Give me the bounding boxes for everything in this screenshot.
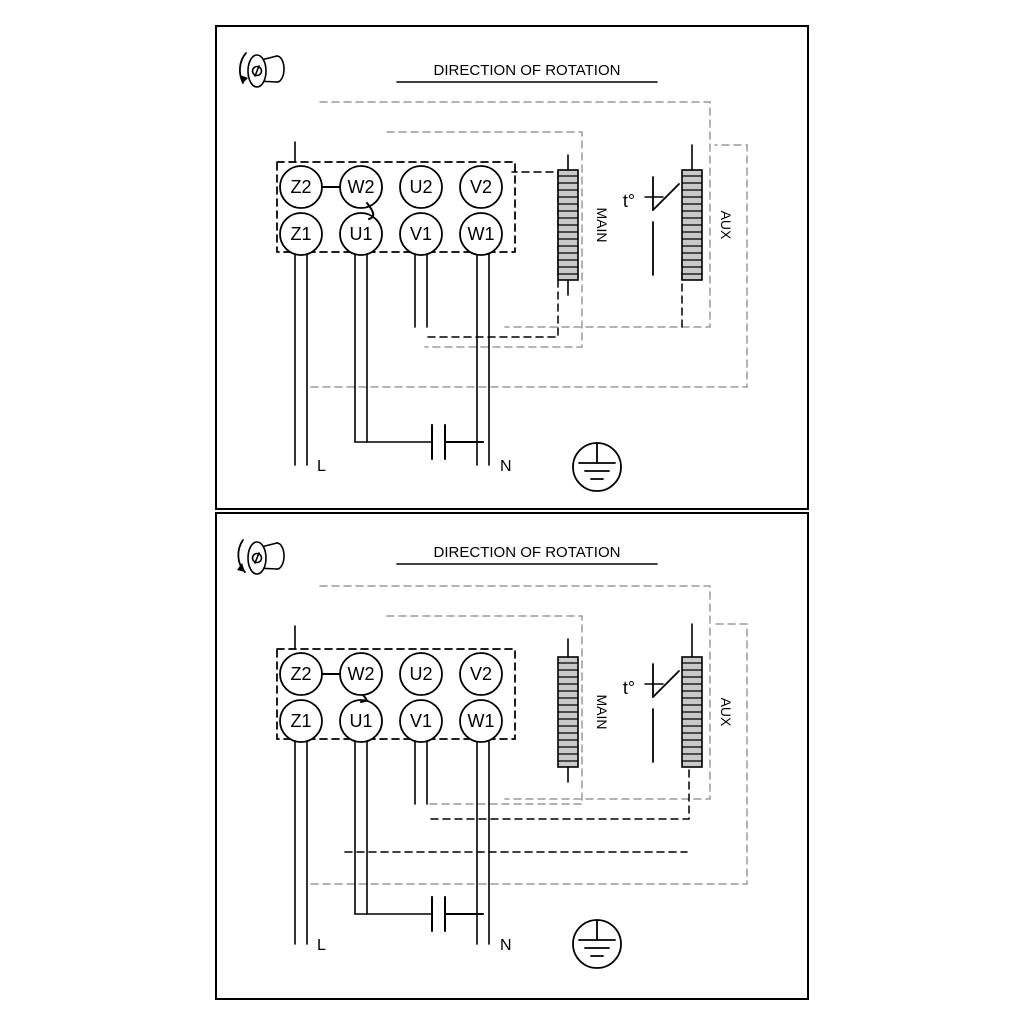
terminal-label-u1: U1 [349,224,373,244]
run-capacitor-symbol [432,897,483,931]
winding-label-main: MAIN [594,694,610,730]
terminal-label-u2: U2 [409,664,433,684]
supply-label-l: L [317,937,326,954]
thermal-protector-label: t° [622,678,636,698]
motor-shaft-ccw-icon [240,53,284,87]
panel-top-drawing [217,27,807,508]
panel-bottom-drawing [217,514,807,998]
thermal-protector-label: t° [622,191,636,211]
terminal-label-v2: V2 [469,177,493,197]
thermal-protector-symbol [645,177,679,275]
run-capacitor-symbol [432,425,483,459]
terminal-label-w1: W1 [467,711,495,731]
terminal-label-v2: V2 [469,664,493,684]
terminal-row-top [280,166,502,208]
supply-label-l: L [317,458,326,475]
terminal-label-w2: W2 [347,177,375,197]
winding-aux [682,145,702,280]
supply-label-n: N [500,458,512,475]
terminal-label-z1: Z1 [290,224,312,244]
terminal-label-z2: Z2 [290,177,312,197]
earth-ground-symbol [573,443,621,491]
terminal-label-u2: U2 [409,177,433,197]
supply-label-n: N [500,937,512,954]
terminal-label-z1: Z1 [290,711,312,731]
panel-top [215,25,809,510]
terminal-label-v1: V1 [409,224,433,244]
terminal-label-w2: W2 [347,664,375,684]
earth-ground-symbol [573,920,621,968]
terminal-label-v1: V1 [409,711,433,731]
panel-bottom-heading: DIRECTION OF ROTATION [433,544,621,561]
winding-main [558,639,578,782]
winding-label-aux: AUX [718,210,734,240]
panel-bottom [215,512,809,1000]
terminal-row-top [280,653,502,695]
winding-aux [682,624,702,767]
winding-main [558,155,578,295]
thermal-protector-symbol [645,664,679,762]
winding-label-main: MAIN [594,207,610,243]
terminal-label-z2: Z2 [290,664,312,684]
motor-shaft-cw-icon [237,540,284,574]
winding-label-aux: AUX [718,697,734,727]
panel-top-heading: DIRECTION OF ROTATION [433,62,621,79]
terminal-label-w1: W1 [467,224,495,244]
terminal-label-u1: U1 [349,711,373,731]
